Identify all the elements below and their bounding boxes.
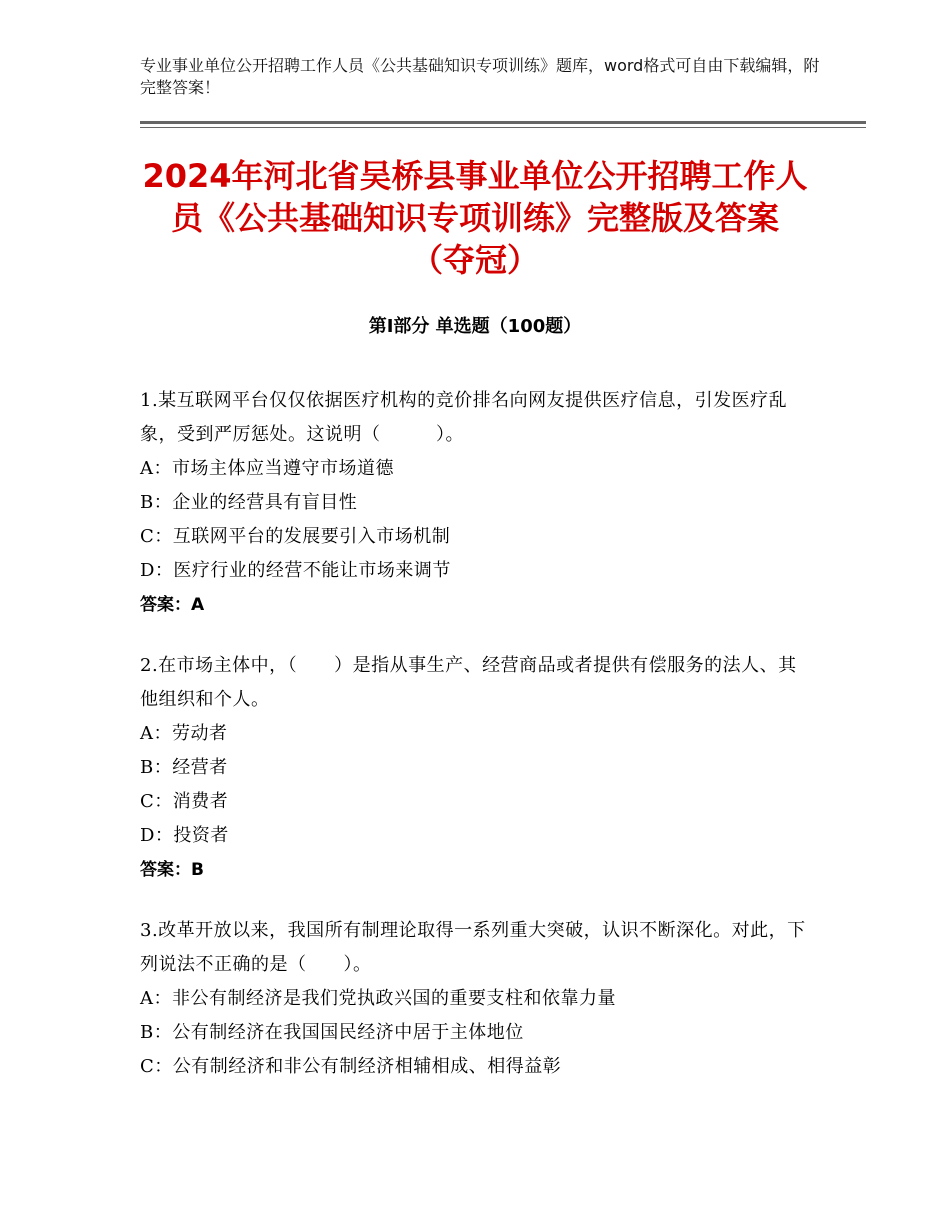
option-a: A：劳动者 xyxy=(140,723,228,744)
option-a: A：非公有制经济是我们党执政兴国的重要支柱和依靠力量 xyxy=(140,988,616,1009)
option-c: C：消费者 xyxy=(140,791,229,812)
answer: 答案：B xyxy=(140,860,204,880)
question-1 xyxy=(140,384,810,622)
option-b: B：经营者 xyxy=(140,757,228,778)
question-3 xyxy=(140,914,810,1084)
question-stem: 1.某互联网平台仅仅依据医疗机构的竞价排名向网友提供医疗信息，引发医疗乱象，受到严厉惩处。这说明（ ）。 xyxy=(140,390,788,445)
header-rule-thick xyxy=(140,121,866,124)
question-stem: 3.改革开放以来，我国所有制理论取得一系列重大突破，认识不断深化。对此，下列说法不正确的是（ ）。 xyxy=(140,920,806,975)
option-d: D：投资者 xyxy=(140,825,229,846)
header-note: 专业事业单位公开招聘工作人员《公共基础知识专项训练》题库，word格式可自由下载编辑，附完整答案！ xyxy=(140,56,820,97)
option-c: C：互联网平台的发展要引入市场机制 xyxy=(140,526,451,547)
option-c: C：公有制经济和非公有制经济相辅相成、相得益彰 xyxy=(140,1056,562,1077)
option-b: B：公有制经济在我国国民经济中居于主体地位 xyxy=(140,1022,524,1043)
option-b: B：企业的经营具有盲目性 xyxy=(140,492,358,513)
option-d: D：医疗行业的经营不能让市场来调节 xyxy=(140,560,451,581)
question-stem: 2.在市场主体中，（ ）是指从事生产、经营商品或者提供有偿服务的法人、其他组织和个人。 xyxy=(140,655,797,710)
section-title: 第I部分 单选题（100题） xyxy=(368,316,582,337)
header-rule-thin xyxy=(140,127,866,128)
question-list xyxy=(140,384,810,1111)
document-title: 2024年河北省吴桥县事业单位公开招聘工作人员《公共基础知识专项训练》完整版及答案（夺冠） xyxy=(142,157,808,279)
answer: 答案：A xyxy=(140,595,205,615)
question-2 xyxy=(140,649,810,887)
option-a: A：市场主体应当遵守市场道德 xyxy=(140,458,394,479)
